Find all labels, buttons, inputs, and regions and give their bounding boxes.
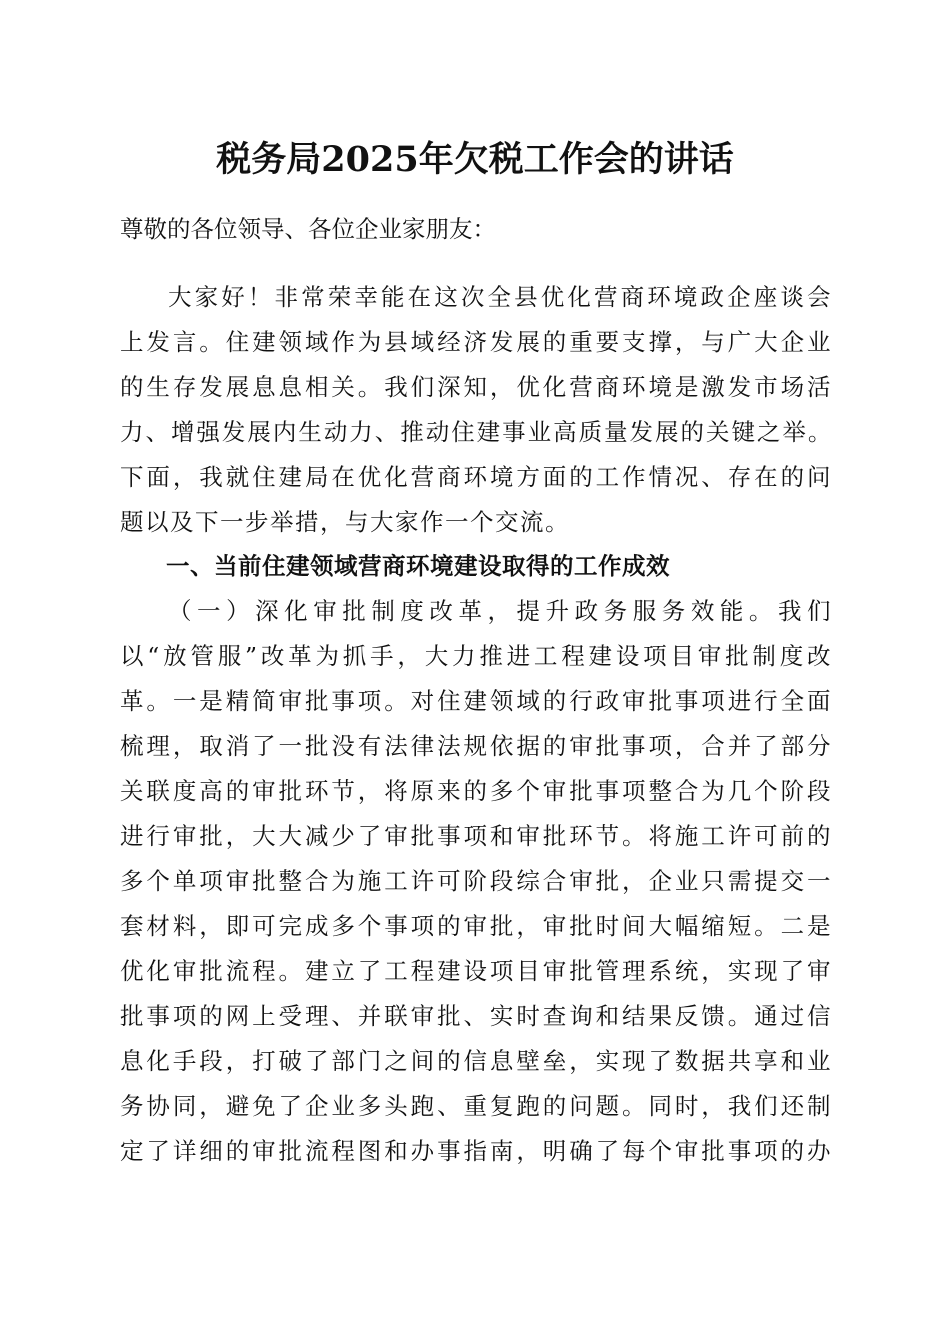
- paragraph-line: 进行审批，大大减少了审批事项和审批环节。将施工许可前的: [120, 822, 832, 850]
- paragraph-line: 批事项的网上受理、并联审批、实时查询和结果反馈。通过信: [120, 1002, 832, 1030]
- greeting: 尊敬的各位领导、各位企业家朋友：: [120, 215, 496, 243]
- paragraph-line: 的生存发展息息相关。我们深知，优化营商环境是激发市场活: [120, 373, 832, 401]
- paragraph-intro: [120, 275, 832, 545]
- paragraph-line: 题以及下一步举措，与大家作一个交流。: [120, 508, 570, 536]
- paragraph-line: 上发言。住建领域作为县域经济发展的重要支撑，与广大企业: [120, 328, 832, 356]
- section-heading-1: 一、当前住建领域营商环境建设取得的工作成效: [166, 552, 670, 580]
- paragraph-section-1-1: [120, 589, 832, 1174]
- paragraph-line: 关联度高的审批环节，将原来的多个审批事项整合为几个阶段: [120, 777, 832, 805]
- paragraph-line: 以“放管服”改革为抓手，大力推进工程建设项目审批制度改: [120, 642, 832, 670]
- paragraph-line: 大家好！非常荣幸能在这次全县优化营商环境政企座谈会: [168, 283, 832, 311]
- paragraph-line: 多个单项审批整合为施工许可阶段综合审批，企业只需提交一: [120, 867, 832, 895]
- paragraph-line: 梳理，取消了一批没有法律法规依据的审批事项，合并了部分: [120, 732, 832, 760]
- paragraph-line: 套材料，即可完成多个事项的审批，审批时间大幅缩短。二是: [120, 912, 832, 940]
- paragraph-line: 下面，我就住建局在优化营商环境方面的工作情况、存在的问: [120, 463, 832, 491]
- paragraph-line: 革。一是精简审批事项。对住建领域的行政审批事项进行全面: [120, 687, 832, 715]
- paragraph-line: （一）深化审批制度改革，提升政务服务效能。我们: [168, 597, 832, 625]
- paragraph-line: 定了详细的审批流程图和办事指南，明确了每个审批事项的办: [120, 1137, 832, 1165]
- paragraph-line: 息化手段，打破了部门之间的信息壁垒，实现了数据共享和业: [120, 1047, 832, 1075]
- paragraph-line: 务协同，避免了企业多头跑、重复跑的问题。同时，我们还制: [120, 1092, 832, 1120]
- paragraph-line: 力、增强发展内生动力、推动住建事业高质量发展的关键之举。: [120, 418, 832, 446]
- document-title: 税务局2025年欠税工作会的讲话: [216, 139, 734, 180]
- paragraph-line: 优化审批流程。建立了工程建设项目审批管理系统，实现了审: [120, 957, 832, 985]
